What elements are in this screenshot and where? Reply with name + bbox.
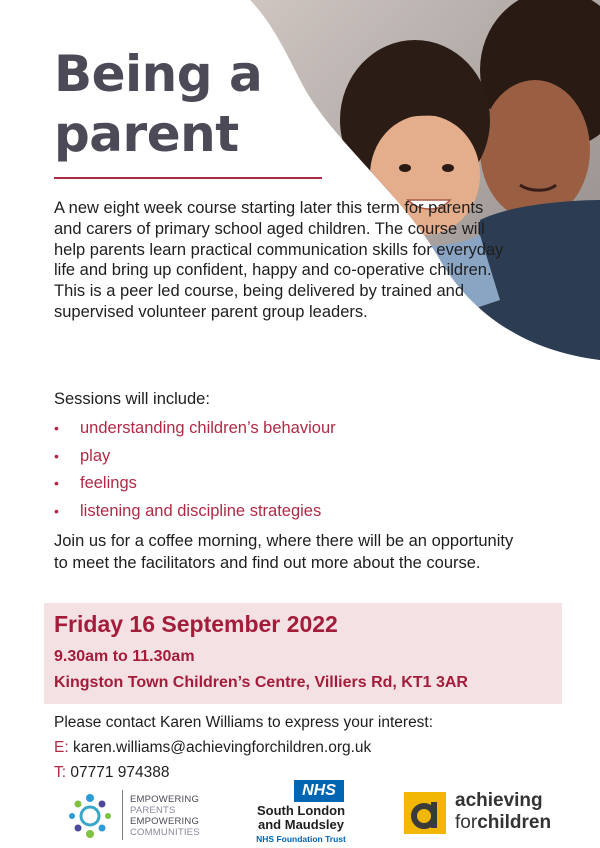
- epec-line-4: COMMUNITIES: [130, 827, 200, 838]
- list-item: [54, 473, 336, 501]
- epec-line-3: EMPOWERING: [130, 816, 200, 827]
- list-item: [54, 446, 336, 474]
- epec-line-1: EMPOWERING: [130, 794, 200, 805]
- coffee-morning-text: Join us for a coffee morning, where there will be an opportunity to meet the facilitators and find out more about the course.: [54, 532, 514, 572]
- nhs-badge: NHS: [294, 780, 344, 802]
- session-item-label: play: [80, 446, 111, 465]
- session-item-label: listening and discipline strategies: [80, 501, 322, 520]
- epec-logo-text: [130, 794, 200, 838]
- event-venue: Kingston Town Children’s Centre, Villiers Rd, KT1 3AR: [54, 674, 468, 691]
- session-item-label: understanding children’s behaviour: [80, 419, 336, 437]
- epec-divider: [122, 790, 123, 840]
- afc-logo-icon: [404, 792, 446, 834]
- nhs-name-line-1: South London: [256, 803, 346, 818]
- phone-label: T:: [54, 764, 67, 781]
- afc-line-1: achieving: [455, 790, 543, 811]
- list-item: [54, 501, 336, 529]
- sessions-list: [54, 418, 336, 528]
- bullet-icon: •: [54, 502, 59, 519]
- title-line-1: Being a: [54, 45, 263, 103]
- nhs-trust-name: [246, 804, 356, 832]
- afc-line-2a: for: [455, 812, 478, 833]
- bullet-icon: •: [54, 447, 59, 464]
- contact-section: [54, 710, 433, 785]
- course-description: A new eight week course starting later this term for parents and carers of primary school aged children. The course will help parents learn practical communication skills for everyday life and bring up confident, happy and co-operative children. This is a peer led course, being delivered by trained and supervised volunteer parent group leaders.: [54, 199, 504, 321]
- bullet-icon: •: [54, 420, 59, 436]
- event-time: 9.30am to 11.30am: [54, 648, 195, 665]
- epec-line-2: PARENTS: [130, 805, 176, 816]
- contact-intro: Please contact Karen Williams to express your interest:: [54, 714, 434, 731]
- email-link[interactable]: karen.williams@achievingforchildren.org.uk: [72, 739, 372, 756]
- phone-number[interactable]: 07771 974388: [70, 764, 170, 781]
- page-title: [54, 44, 262, 164]
- title-divider: [54, 177, 322, 179]
- event-date: Friday 16 September 2022: [54, 611, 338, 637]
- session-item-label: feelings: [80, 474, 137, 492]
- sessions-heading: Sessions will include:: [54, 390, 210, 408]
- list-item: [54, 418, 336, 446]
- logo-footer: [0, 780, 600, 848]
- title-line-2: parent: [54, 105, 239, 163]
- afc-logo-text: [455, 790, 551, 834]
- event-details-box: [44, 603, 562, 704]
- nhs-name-line-2: and Maudsley: [258, 817, 344, 832]
- email-label: E:: [54, 739, 69, 756]
- bullet-icon: •: [54, 475, 59, 491]
- nhs-foundation-trust: NHS Foundation Trust: [256, 834, 346, 844]
- epec-logo-icon: [62, 790, 118, 842]
- contact-email-row: [54, 735, 433, 760]
- afc-line-2b: children: [477, 812, 552, 833]
